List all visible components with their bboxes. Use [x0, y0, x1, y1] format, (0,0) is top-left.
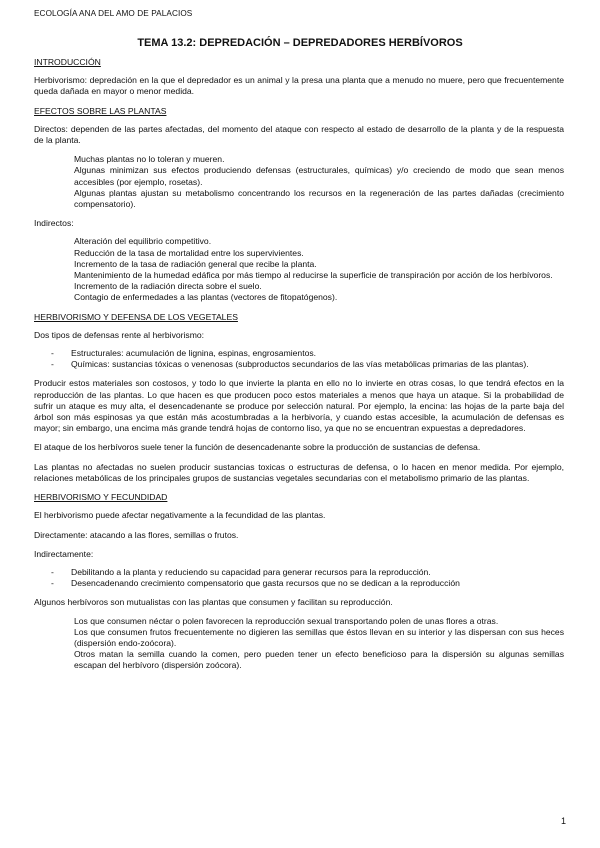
list-item: Los que consumen frutos frecuentemente no digieren las semillas que éstos llevan en su interior y las dispersan con sus heces (dispersión endo-zoócora). — [74, 626, 564, 648]
dash-bullet: - — [51, 566, 54, 577]
page-header: ECOLOGÍA ANA DEL AMO DE PALACIOS — [34, 9, 193, 18]
list-item: Algunas plantas ajustan su metabolismo concentrando los recursos en la regeneración de las partes dañadas (crecimiento compensatorio). — [74, 187, 564, 210]
dash-bullet: - — [51, 359, 54, 370]
document-body — [34, 57, 564, 680]
list-mutualistas — [74, 616, 564, 672]
list-item: Algunas minimizan sus efectos produciendo defensas (estructurales, químicas) y/o creciendo de modo que sean menos accesibles (por ejemplo, rosetas). — [74, 165, 564, 187]
list-defensas — [34, 348, 564, 370]
list-item: - Estructurales: acumulación de lignina, espinas, engrosamientos. — [51, 348, 317, 359]
paragraph: Producir estos materiales son costosos, y todo lo que invierte la planta en ello no lo invierte en otras cosas, lo que tendrá efectos en la reproducción de las plantas. Lo que hacen es que producen poco estos materiales a menos que haya un ataque. Si la probabilidad de sufrir un ataque es muy alta, el desencadenante se produce por selección natural. Por ejemplo, la encina: las hojas de la parte baja del árbol son más espinosas ya que están más acostumbradas a la herbivoría, y cuando estas accesible, la acumulación de defensas es mayor; sin embargo, una encima más grande tendrá hojas de contorno liso, ya que no se encuentran expuestas a depredadores. — [34, 378, 564, 434]
subheading-indirectos: Indirectos: — [34, 218, 74, 229]
paragraph: Las plantas no afectadas no suelen producir sustancias toxicas o estructuras de defensa, o lo hacen en menor medida. Por ejemplo, relaciones metabólicas de los principales grupos de sustancias vegetales secundarias con el metabolismo primario de las plantas. — [34, 461, 564, 483]
paragraph: Herbivorismo: depredación en la que el depredador es un animal y la presa una planta que a menudo no muere, pero que frecuentemente queda dañada en mayor o menor medida. — [34, 75, 564, 97]
list-item: Mantenimiento de la humedad edáfica por más tiempo al reducirse la superficie de transpiración por acción de los herbívoros. — [74, 270, 553, 281]
list-directos — [74, 154, 564, 210]
list-item: Los que consumen néctar o polen favorecen la reproducción sexual transportando polen de unas flores a otras. — [74, 615, 499, 626]
list-indirectos — [74, 236, 564, 303]
list-item: Muchas plantas no lo toleran y mueren. — [74, 154, 225, 165]
paragraph: Indirectamente: — [34, 548, 94, 559]
list-item: Reducción de la tasa de mortalidad entre los supervivientes. — [74, 247, 304, 258]
paragraph: Directos: dependen de las partes afectadas, del momento del ataque con respecto al estado de desarrollo de la planta y de la respuesta de la planta. — [34, 123, 564, 146]
document-title: TEMA 13.2: DEPREDACIÓN – DEPREDADORES HERBÍVOROS — [137, 37, 463, 49]
list-indirectamente — [34, 567, 564, 589]
paragraph: Algunos herbívoros son mutualistas con las plantas que consumen y facilitan su reproducción. — [34, 597, 393, 608]
list-item: Incremento de la tasa de radiación general que recibe la planta. — [74, 258, 317, 269]
list-item: - Químicas: sustancias tóxicas o venenosas (subproductos secundarios de las vías metabólicas primarias de las plantas). — [51, 359, 529, 370]
list-item: - Debilitando a la planta y reduciendo su capacidad para generar recursos para la reproducción. — [51, 566, 431, 577]
page-number: 1 — [560, 816, 566, 826]
paragraph: El herbivorismo puede afectar negativamente a la fecundidad de las plantas. — [34, 510, 326, 521]
section-heading-introduccion: INTRODUCCIÓN — [34, 57, 101, 67]
list-item: Incremento de la radiación directa sobre el suelo. — [74, 281, 262, 292]
paragraph: Directamente: atacando a las flores, semillas o frutos. — [34, 529, 239, 540]
list-item: Alteración del equilibrio competitivo. — [74, 236, 212, 247]
section-heading-defensa: HERBIVORISMO Y DEFENSA DE LOS VEGETALES — [34, 311, 238, 322]
section-heading-fecundidad: HERBIVORISMO Y FECUNDIDAD — [34, 492, 168, 503]
paragraph: El ataque de los herbívoros suele tener la función de desencadenante sobre la producción de sustancias de defensa. — [34, 442, 481, 453]
dash-bullet: - — [51, 348, 54, 359]
section-heading-efectos: EFECTOS SOBRE LAS PLANTAS — [34, 105, 167, 116]
list-item: Contagio de enfermedades a las plantas (vectores de fitopatógenos). — [74, 292, 338, 303]
list-item: Otros matan la semilla cuando la comen, pero pueden tener un efecto beneficioso para la dispersión su algunas semillas escapan del herbívoro (dispersión zoócora). — [74, 649, 564, 671]
list-item: - Desencadenando crecimiento compensatorio que gasta recursos que no se dedican a la reproducción — [51, 578, 460, 589]
paragraph: Dos tipos de defensas rente al herbivorismo: — [34, 329, 205, 340]
dash-bullet: - — [51, 578, 54, 589]
